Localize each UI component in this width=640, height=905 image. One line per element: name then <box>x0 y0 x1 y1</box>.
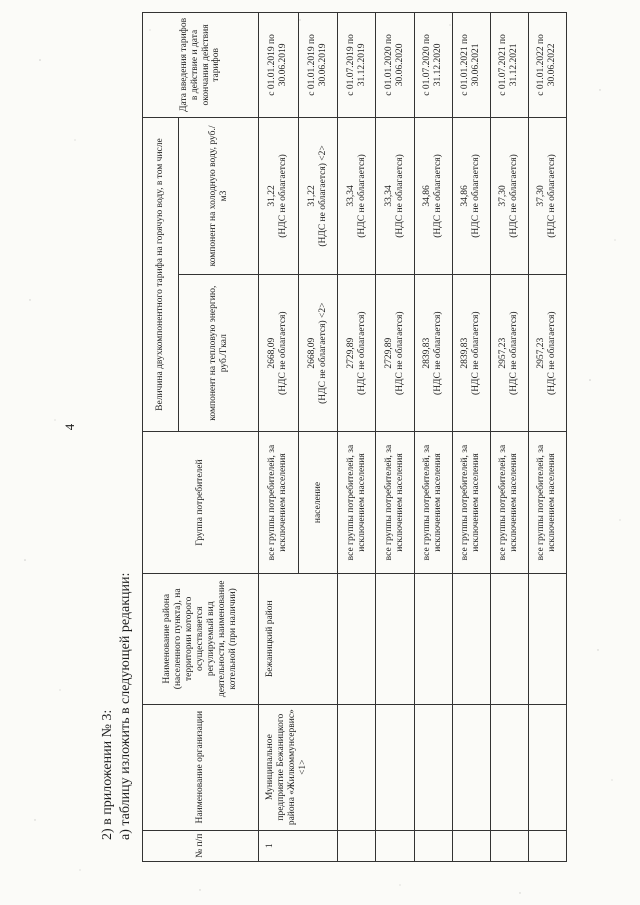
heat-note: (НДС не облагается) <box>547 311 558 395</box>
date-range: с 01.07.2021 по 31.12.2021 <box>490 13 528 118</box>
header-water: компонент на холодную воду, руб./м3 <box>179 117 259 274</box>
table-row <box>452 13 490 862</box>
consumer-group: все группы потребителей, за исключением населения <box>376 432 414 573</box>
date-range: с 01.01.2021 по 30.06.2021 <box>452 13 490 118</box>
date-range: с 01.07.2020 по 31.12.2020 <box>414 13 452 118</box>
heat-note: (НДС не облагается) <box>394 311 405 395</box>
water-component <box>490 117 528 274</box>
water-note: (НДС не облагается) <box>433 154 444 238</box>
heat-component <box>376 275 414 432</box>
heat-component <box>414 275 452 432</box>
consumer-group: все группы потребителей, за исключением населения <box>414 432 452 573</box>
heat-value: 2839,83 <box>460 337 471 369</box>
table-row <box>259 13 299 862</box>
heat-note: (НДС не облагается) <box>278 311 289 395</box>
date-range: с 01.01.2020 по 30.06.2020 <box>376 13 414 118</box>
water-component <box>376 117 414 274</box>
section-heading: 2) в приложении № 3: <box>100 709 115 840</box>
date-range: с 01.07.2019 по 31.12.2019 <box>338 13 376 118</box>
heat-value: 2729,89 <box>345 337 356 369</box>
date-range: с 01.01.2019 по 30.06.2019 <box>259 13 299 118</box>
header-group: Группа потребителей <box>143 432 259 573</box>
water-note: (НДС не облагается) <box>278 154 289 238</box>
date-range: с 01.01.2019 по 30.06.2019 <box>298 13 338 118</box>
heat-component <box>298 275 338 432</box>
heat-component <box>259 275 299 432</box>
consumer-group: все группы потребителей, за исключением населения <box>490 432 528 573</box>
water-value: 37,30 <box>536 185 547 207</box>
organization-name: Муниципальное предприятие Бежаницкого района «Жилкоммунсервис» <1> <box>259 704 338 830</box>
table-row <box>528 13 566 862</box>
table-row <box>414 13 452 862</box>
heat-value: 2957,23 <box>498 337 509 369</box>
consumer-group: все группы потребителей, за исключением населения <box>528 432 566 573</box>
header-num: № п/п <box>143 830 259 861</box>
water-note: (НДС не облагается) <box>356 154 367 238</box>
heat-component <box>338 275 376 432</box>
consumer-group: население <box>298 432 338 573</box>
water-value: 33,34 <box>345 185 356 207</box>
water-note: (НДС не облагается) <box>509 154 520 238</box>
water-note: (НДС не облагается) <box>547 154 558 238</box>
header-area: Наименование района (населенного пункта), на территории которого осуществляется регулируемый вид деятельности, наименование котельной (при наличии) <box>143 573 259 704</box>
heat-value: 2729,89 <box>384 337 395 369</box>
heat-value: 2839,83 <box>422 337 433 369</box>
water-note: (НДС не облагается) <2> <box>317 145 328 247</box>
heat-value: 2668,09 <box>307 337 318 369</box>
sub-heading: а) таблицу изложить в следующей редакции: <box>118 572 133 840</box>
header-tariff: Величина двухкомпонентного тарифа на горячую воду, в том числе <box>143 117 179 431</box>
heat-component <box>490 275 528 432</box>
consumer-group: все группы потребителей, за исключением населения <box>452 432 490 573</box>
table-row <box>376 13 414 862</box>
consumer-group: все группы потребителей, за исключением населения <box>259 432 299 573</box>
water-value: 34,86 <box>422 185 433 207</box>
water-note: (НДС не облагается) <box>394 154 405 238</box>
water-component <box>298 117 338 274</box>
row-number: 1 <box>259 830 338 861</box>
table-row <box>338 13 376 862</box>
heat-note: (НДС не облагается) <box>356 311 367 395</box>
heat-value: 2957,23 <box>536 337 547 369</box>
heat-component <box>528 275 566 432</box>
heat-note: (НДС не облагается) <box>509 311 520 395</box>
date-range: с 01.01.2022 по 30.06.2022 <box>528 13 566 118</box>
water-value: 37,30 <box>498 185 509 207</box>
water-component <box>452 117 490 274</box>
header-heat: компонент на тепловую энергию, руб./Гкал <box>179 275 259 432</box>
water-value: 33,34 <box>384 185 395 207</box>
water-value: 31,22 <box>267 185 278 207</box>
water-component <box>528 117 566 274</box>
water-component <box>338 117 376 274</box>
water-value: 31,22 <box>307 185 318 207</box>
heat-note: (НДС не облагается) <box>433 311 444 395</box>
table-row <box>490 13 528 862</box>
header-date: Дата введения тарифов в действие и дата окончания действия тарифов <box>143 13 259 118</box>
page-number: 4 <box>62 423 77 431</box>
water-note: (НДС не облагается) <box>471 154 482 238</box>
water-component <box>259 117 299 274</box>
tariff-table-wrapper <box>142 12 567 862</box>
header-org: Наименование организации <box>143 704 259 830</box>
water-value: 34,86 <box>460 185 471 207</box>
tariff-table <box>142 12 567 862</box>
heat-component <box>452 275 490 432</box>
water-component <box>414 117 452 274</box>
consumer-group: все группы потребителей, за исключением населения <box>338 432 376 573</box>
area-name: Бежаницкий район <box>259 573 338 704</box>
heat-value: 2668,09 <box>267 337 278 369</box>
heat-note: (НДС не облагается) <box>471 311 482 395</box>
heat-note: (НДС не облагается) <2> <box>317 302 328 404</box>
